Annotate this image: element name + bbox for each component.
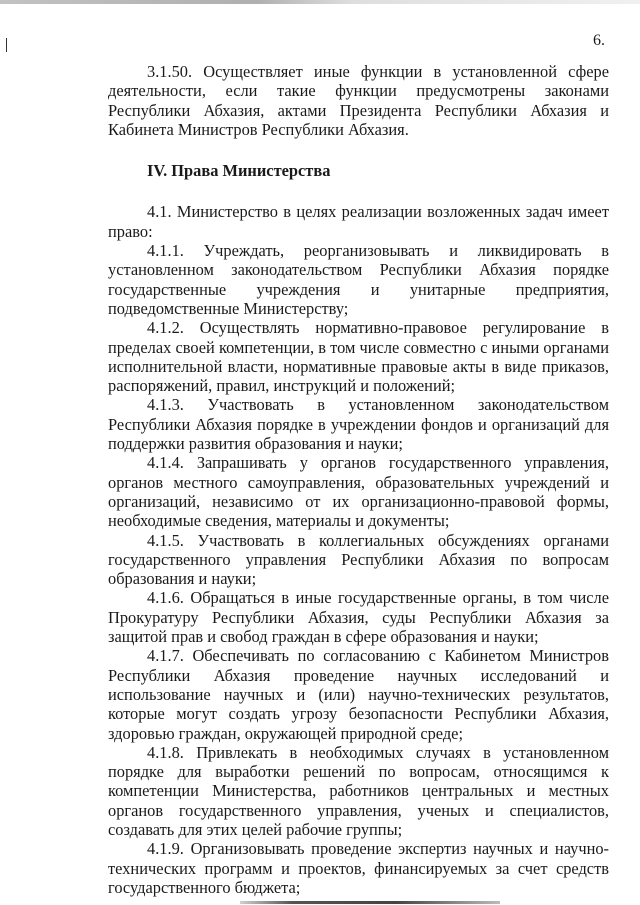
paragraph-4-1-9: 4.1.9. Организовывать проведение экспертиз научных и научно-технических программ и проектов, финансируемых за счет средств государственного бюджета; <box>108 839 609 897</box>
paragraph-4-1-6: 4.1.6. Обращаться в иные государственные органы, в том числе Прокуратуру Республики Абхазия, суды Республики Абхазия за защитой прав и свобод граждан в сфере образования и науки; <box>108 588 609 647</box>
paragraph-4-1-7: 4.1.7. Обеспечивать по согласованию с Кабинетом Министров Республики Абхазия проведение научных исследований и использование научных и (или) научно-технических результатов, которые могут создать угрозу безопасности Республики Абхазия, здоровью граждан, окружающей природной среде; <box>108 646 609 743</box>
paragraph-3-1-50: 3.1.50. Осуществляет иные функции в установленной сфере деятельности, если такие функции предусмотрены законами Республики Абхазия, актами Президента Республики Абхазия и Кабинета Министров Республики Абхазия. <box>108 62 609 139</box>
paragraph-4-1-4: 4.1.4. Запрашивать у органов государственного управления, органов местного самоуправления, образовательных учреждений и организаций, независимо от их организационно-правовой формы, необходимые сведения, материалы и документы; <box>108 453 609 531</box>
scan-edge-top <box>0 0 640 4</box>
paragraph-4-1: 4.1. Министерство в целях реализации возложенных задач имеет право: <box>108 202 609 241</box>
document-body <box>108 62 609 897</box>
page-number: 6. <box>593 32 605 49</box>
paragraph-4-1-1: 4.1.1. Учреждать, реорганизовывать и ликвидировать в установленном законодательством Республики Абхазия порядке государственные учреждения и унитарные предприятия, подведомственные Министерству; <box>108 241 609 318</box>
section-heading: IV. Права Министерства <box>147 161 331 181</box>
scan-edge-bottom <box>240 901 500 904</box>
paragraph-4-1-3: 4.1.3. Участвовать в установленном законодательством Республики Абхазия порядке в учреждении фондов и организаций для поддержки развития образования и науки; <box>108 395 609 454</box>
paragraph-4-1-5: 4.1.5. Участвовать в коллегиальных обсуждениях органами государственного управления Республики Абхазия по вопросам образования и науки; <box>108 530 609 589</box>
paragraph-4-1-8: 4.1.8. Привлекать в необходимых случаях в установленном порядке для выработки решений по вопросам, относящимся к компетенции Министерства, работников центральных и местных органов государственного управления, ученых и специалистов, создавать для этих целей рабочие группы; <box>108 742 609 839</box>
scan-edge-left <box>6 38 7 52</box>
paragraph-4-1-2: 4.1.2. Осуществлять нормативно-правовое регулирование в пределах своей компетенции, в том числе совместно с иными органами исполнительной власти, нормативные правовые акты в виде приказов, распоряжений, правил, инструкций и положений; <box>108 318 609 396</box>
